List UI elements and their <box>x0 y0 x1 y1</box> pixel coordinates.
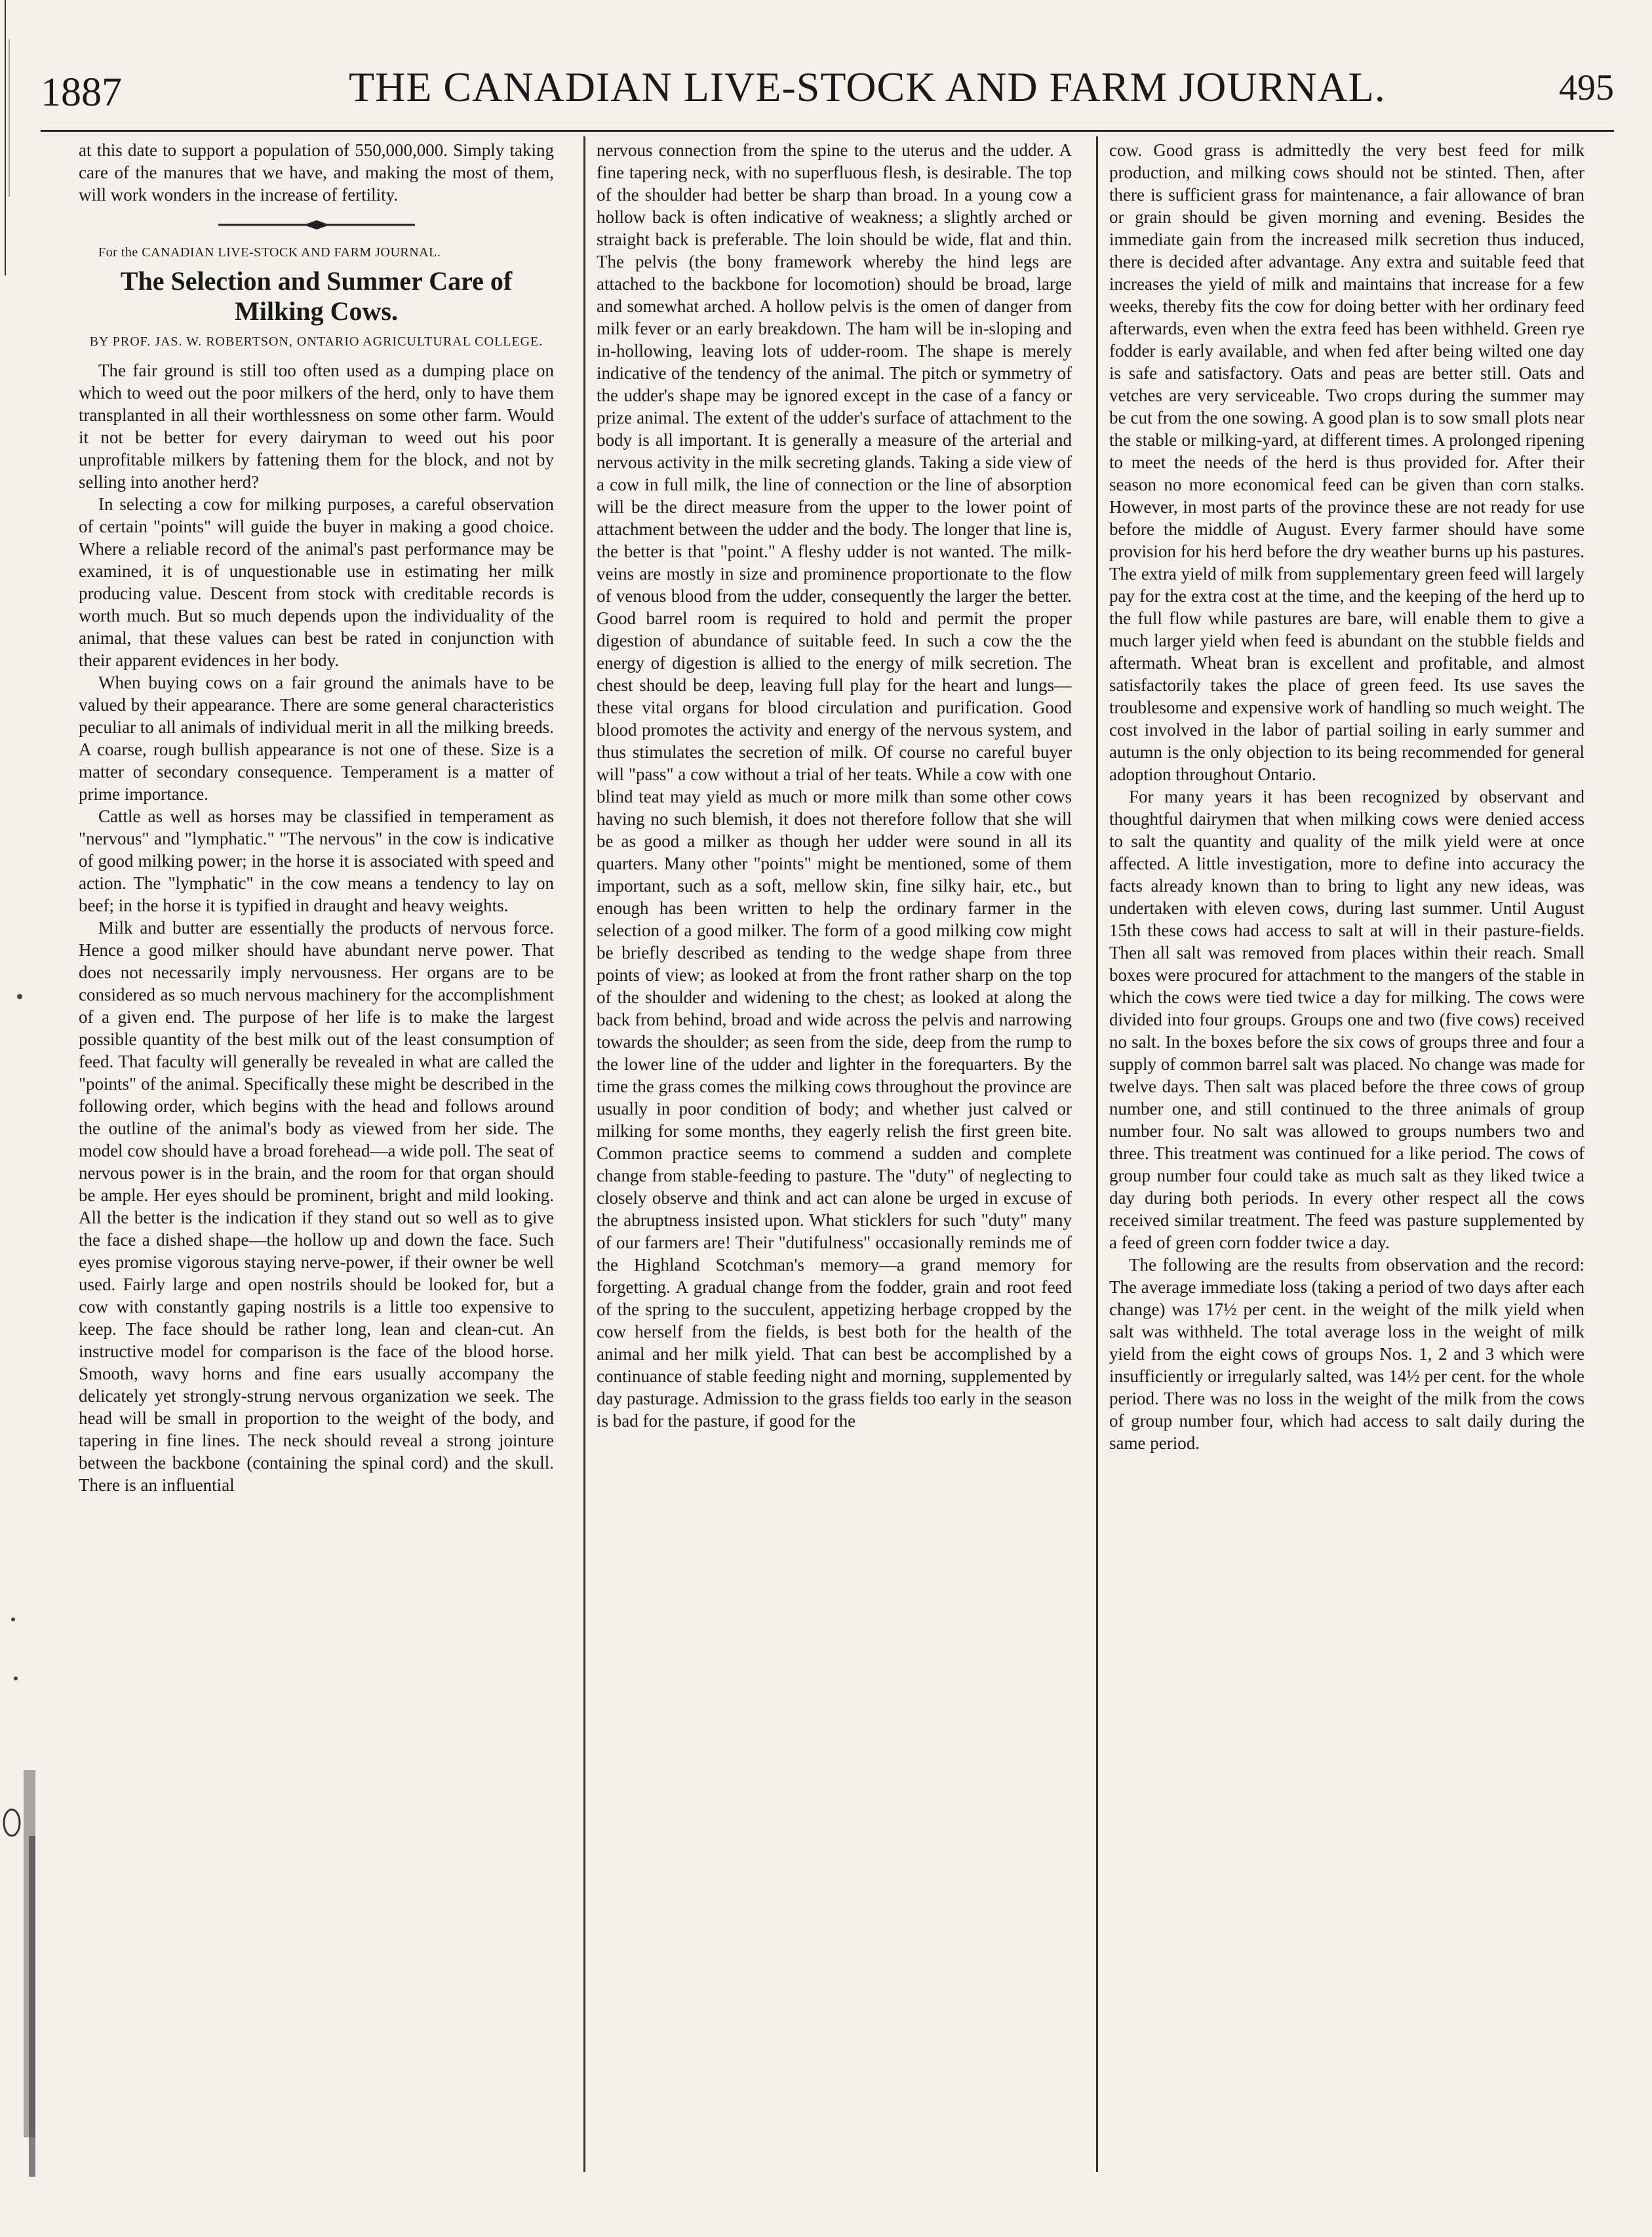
article-source-line: For the CANADIAN LIVE-STOCK AND FARM JOURNAL. <box>98 245 441 260</box>
section-ornament <box>79 218 554 232</box>
intro-paragraph: at this date to support a population of 550,000,000. Simply taking care of the manures that we have, and making the most of them, will work wonders in the increase of fertility. <box>79 140 554 205</box>
paragraph: Milk and butter are essentially the products of nervous force. Hence a good milker should have abundant nerve power. That does not necessarily imply nervousness. Her organs are to be considered as so much nervous machinery for the accomplishment of a given end. The purpose of her life is to make the largest possible quantity of the best milk out of the least consumption of feed. That faculty will generally be revealed in what are called the "points" of the animal. Specifically these might be described in the following order, which begins with the head and follows around the outline of the animal's body as viewed from her side. The model cow should have a broad forehead—a wide poll. The seat of nervous power is in the brain, and the room for that organ should be ample. Her eyes should be prominent, bright and mild looking. All the better is the indication if they stand out so well as to give the face a dished shape—the hollow up and down the face. Such eyes promise vigorous staying nerve-power, if their owner be well used. Fairly large and open nostrils should be looked for, but a cow with constantly gaping nostrils is a little too expensive to keep. The face should be rather long, lean and clean-cut. An instructive model for comparison is the face of the blood horse. Smooth, wavy horns and fine ears usually accompany the delicately yet strongly-strung nervous organization we seek. The head will be small in proportion to the weight of the body, and tapering in fine lines. The neck should reveal a strong jointure between the backbone (containing the spinal cord) and the skull. There is an influential <box>79 918 554 1495</box>
column-1 <box>79 139 554 2175</box>
column-2 <box>597 139 1072 2175</box>
paragraph: nervous connection from the spine to the uterus and the udder. A fine tapering neck, with no superfluous flesh, is desirable. The top of the shoulder had better be sharp than broad. In a young cow a hollow back is often indicative of weakness; a slightly arched or straight back is preferable. The loin should be wide, flat and thin. The pelvis (the bony framework whereby the hind legs are attached to the backbone for locomotion) should be broad, large and somewhat arched. A hollow pelvis is the omen of danger from milk fever or an early breakdown. The ham will be in-sloping and in-hollowing, leaving lots of udder-room. The shape is merely indicative of the tendency of the animal. The pitch or symmetry of the udder's shape may be ignored except in the case of a fancy or prize animal. The extent of the udder's surface of attachment to the body is all important. It is generally a measure of the arterial and nervous activity in the milk secreting glands. Taking a side view of a cow in full milk, the line of connection or the line of absorption will be the direct measure from the upper to the lower point of attachment between the udder and the body. The longer that line is, the better is that "point." A fleshy udder is not wanted. The milk-veins are mostly in size and prominence proportionate to the flow of venous blood from the udder, consequently the larger the better. Good barrel room is required to hold and permit the proper digestion of abundance of suitable feed. In such a cow the the energy of digestion is allied to the energy of milk secretion. The chest should be deep, leaving full play for the heart and lungs—these vital organs for blood circulation and purification. Good blood promotes the activity and energy of the nervous system, and thus stimulates the secretion of milk. Of course no careful buyer will "pass" a cow without a trial of her teats. While a cow with one blind teat may yield as much or more milk than some other cows having no such blemish, it does not therefore follow that she will be as good a milker as though her udder were sound in all its quarters. Many other "points" might be mentioned, some of them important, such as a soft, mellow skin, fine silky hair, etc., but enough has been written to help the ordinary farmer in the selection of a good milker. The form of a good milking cow might be briefly described as tending to the wedge shape from three points of view; as looked at from the front rather sharp on the top of the shoulder and widening to the chest; as looked at along the back from behind, broad and wide across the pelvis and narrowing towards the shoulder; as seen from the side, deep from the rump to the lower line of the udder and lighter in the forequarters. By the time the grass comes the milking cows throughout the province are usually in poor condition of body; and whether just calved or milking for some months, they eagerly relish the first green bite. Common practice seems to commend a sudden and complete change from stable-feeding to pasture. The "duty" of neglecting to closely observe and think and act can alone be urged in excuse of the abruptness insisted upon. What sticklers for such "duty" many of our farmers are! Their "dutifulness" occasionally reminds me of the Highland Scotchman's memory—a grand memory for forgetting. A gradual change from the fodder, grain and root feed of the spring to the succulent, appetizing herbage cropped by the cow herself from the fields, is best both for the health of the animal and her milk yield. That can best be accomplished by a continuance of stable feeding night and morning, supplemented by day pasturage. Admission to the grass fields too early in the season is bad for the pasture, if good for the <box>597 140 1072 1431</box>
header-rule <box>41 130 1614 132</box>
article-byline: BY PROF. JAS. W. ROBERTSON, ONTARIO AGRICULTURAL COLLEGE. <box>89 334 543 349</box>
paragraph: For many years it has been recognized by observant and thoughtful dairymen that when milking cows were denied access to salt the quantity and quality of the milk yield were at once affected. A little investigation, more to define into accuracy the facts already known than to bring to light any new ideas, was undertaken with eleven cows, during last summer. Until August 15th these cows had access to salt at will in their pasture-fields. Then all salt was removed from places within their reach. Small boxes were procured for attachment to the mangers of the stable in which the cows were tied twice a day for milking. The cows were divided into four groups. Groups one and two (five cows) received no salt. In the boxes before the six cows of groups three and four a supply of common barrel salt was placed. No change was made for twelve days. Then salt was placed before the three cows of group number one, and still continued to the three animals of group number four. No salt was allowed to groups numbers two and three. This treatment was continued for a like period. The cows of group number four could take as much salt as they liked twice a day during both periods. In every other respect all the cows received similar treatment. The feed was pasture supplemented by a feed of green corn fodder twice a day. <box>1109 787 1584 1252</box>
paragraph: cow. Good grass is admittedly the very best feed for milk production, and milking cows should not be stinted. Then, after there is sufficient grass for maintenance, a fair allowance of bran or grain should be given morning and evening. Besides the immediate gain from the increased milk secretion thus induced, there is decided after advantage. Any extra and suitable feed that increases the yield of milk and maintains that increase for a few weeks, thereby fits the cow for doing better with her ordinary feed afterwards, even when the extra feed has been withheld. Green rye fodder is early available, and when fed after being wilted one day is safe and satisfactory. Oats and peas are better still. Oats and vetches are very serviceable. Two crops during the summer may be cut from the one sowing. A good plan is to sow small plots near the stable or milking-yard, at different times. A prolonged ripening to meet the needs of the herd is thus provided for. After their season no more economical feed can be given than corn stalks. However, in most parts of the province these are not ready for use before the middle of August. Every farmer should have some provision for his herd before the dry weather burns up his pastures. The extra yield of milk from supplementary green feed will largely pay for the extra cost at the time, and the keeping of the herd up to the full flow while pastures are bare, will enable them to give a much larger yield when feed is abundant on the stubble fields and aftermath. Wheat bran is excellent and profitable, and almost satisfactorily takes the place of green feed. Its use saves the troublesome and expensive work of handling so much weight. The cost involved in the labor of partial soiling in early summer and autumn is the only objection to its being recommended for general adoption throughout Ontario. <box>1109 140 1584 784</box>
header-page-number: 495 <box>1559 68 1614 108</box>
paragraph: The fair ground is still too often used as a dumping place on which to weed out the poor milkers of the herd, only to have them transplanted in all their worthlessness on some other farm. Would it not be better for every dairyman to weed out his poor unprofitable milkers by fattening them for the block, and not by selling into another herd? <box>79 361 554 492</box>
column-divider-1 <box>583 136 585 2172</box>
paragraph: In selecting a cow for milking purposes, a careful observation of certain "points" will guide the buyer in making a good choice. Where a reliable record of the animal's past performance may be examined, it is of unquestionable use in estimating her milk producing value. Descent from stock with creditable records is worth much. But so much depends upon the individuality of the animal, that these values can best be rated in conjunction with their apparent evidences in her body. <box>79 494 554 670</box>
column-divider-2 <box>1096 136 1098 2172</box>
paragraph: When buying cows on a fair ground the animals have to be valued by their appearance. There are some general characteristics peculiar to all animals of individual merit in all the milking breeds. A coarse, rough bullish appearance is not one of these. Size is a matter of secondary consequence. Temperament is a matter of prime importance. <box>79 673 554 804</box>
paragraph: The following are the results from observation and the record: The average immediate loss (taking a period of two days after each change) was 17½ per cent. in the weight of the milk yield when salt was withheld. The total average loss in the weight of milk yield from the eight cows of groups Nos. 1, 2 and 3 which were insufficiently or irregularly salted, was 14½ per cent. for the whole period. There was no loss in the weight of the milk from the cows of group number four, which had access to salt daily during the same period. <box>1109 1255 1584 1453</box>
paragraph: Cattle as well as horses may be classified in temperament as "nervous" and "lymphatic." "The nervous" in the cow is indicative of good milking power; in the horse it is associated with speed and action. The "lymphatic" in the cow means a tendency to lay on beef; in the horse it is typified in draught and heavy weights. <box>79 806 554 915</box>
column-3 <box>1109 139 1584 2175</box>
page-header <box>41 63 1614 129</box>
header-year: 1887 <box>41 70 122 115</box>
header-title: THE CANADIAN LIVE-STOCK AND FARM JOURNAL. <box>349 64 1386 110</box>
article-title: The Selection and Summer Care of Milking Cows. <box>120 266 513 326</box>
scan-edge-marks <box>0 0 39 2234</box>
